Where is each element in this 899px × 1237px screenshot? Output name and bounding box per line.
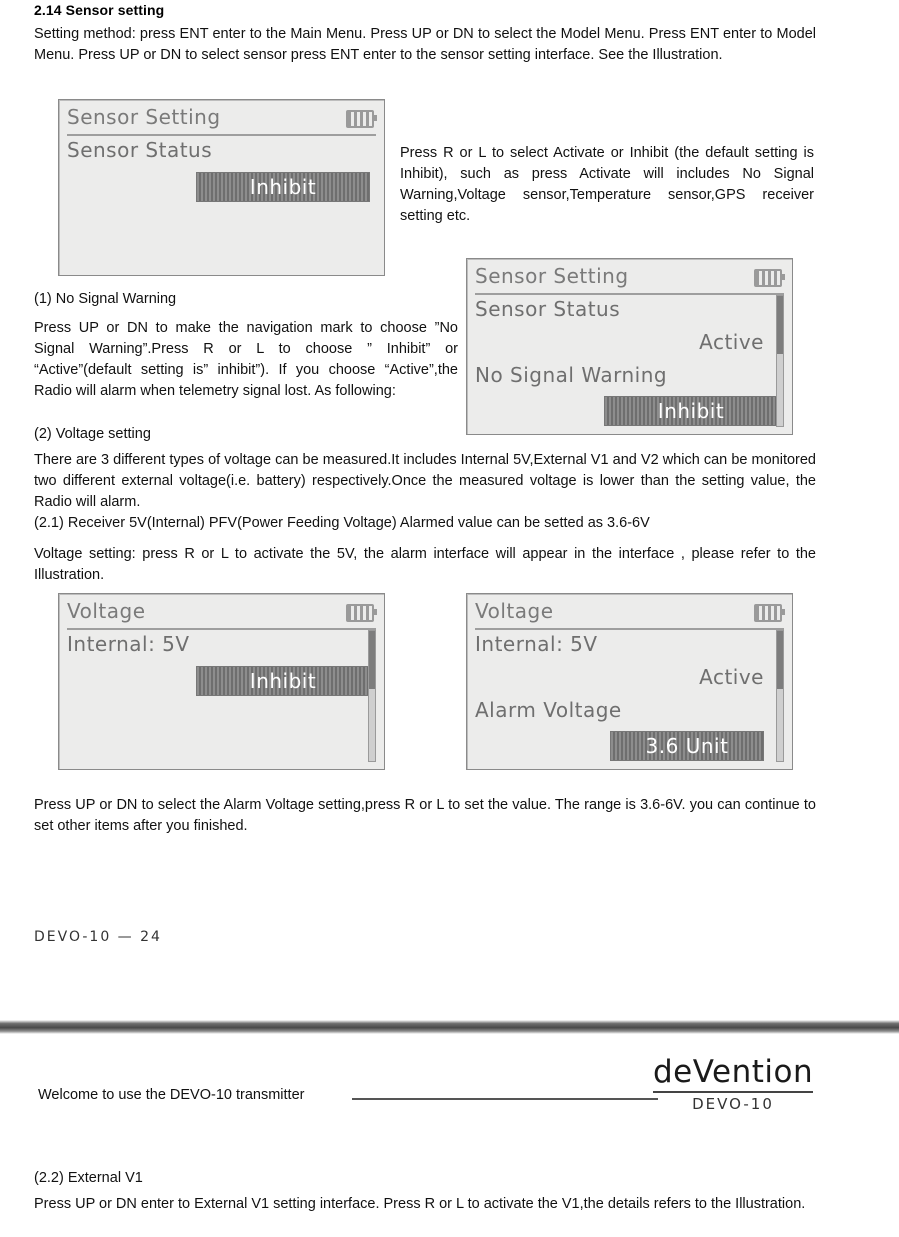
- lcd-row-internal-5v: Internal: 5V: [67, 632, 190, 656]
- battery-icon: [754, 269, 782, 287]
- lcd-row-no-signal-warning: No Signal Warning: [475, 363, 668, 387]
- battery-icon: [754, 604, 782, 622]
- lcd-scrollbar-thumb[interactable]: [777, 296, 783, 354]
- lcd-sensor-active: [466, 258, 793, 435]
- voltage-setting-paragraph: Voltage setting: press R or L to activate the 5V, the alarm interface will appear in the interface , please refer to the Illustration.: [34, 546, 816, 583]
- lcd-sensor-inhibit: [58, 99, 385, 276]
- external-v1-heading: (2.2) External V1: [34, 1170, 143, 1186]
- side-note-paragraph: Press R or L to select Activate or Inhibit (the default setting is Inhibit), such as press Activate will includes No Signal Warning,Voltage sensor,Temperature sensor,GPS receiver setting etc.: [400, 145, 814, 224]
- lcd-value-internal-5v: Active: [699, 665, 764, 689]
- divider: [475, 293, 784, 295]
- lcd-scrollbar[interactable]: [776, 295, 784, 427]
- voltage-paragraph: There are 3 different types of voltage can be measured.It includes Internal 5V,External V1 and V2 which can be monitored two different external voltage(i.e. battery) respectively.Once the measured voltage is lower than the setting value, the Radio will alarm.: [34, 452, 816, 510]
- alarm-note-paragraph: Press UP or DN to select the Alarm Voltage setting,press R or L to set the value. The range is 3.6-6V. you can continue to set other items after you finished.: [34, 797, 816, 834]
- battery-icon: [346, 604, 374, 622]
- lcd-value-sensor-status: Active: [699, 330, 764, 354]
- divider: [67, 628, 376, 630]
- lcd-title: Voltage: [475, 599, 554, 623]
- no-signal-heading: (1) No Signal Warning: [34, 291, 177, 307]
- lcd-scrollbar-thumb[interactable]: [369, 631, 375, 689]
- lcd-highlight-value: Inhibit: [604, 396, 778, 426]
- lcd-highlight-value: 3.6 Unit: [610, 731, 764, 761]
- lcd-voltage-active: [466, 593, 793, 770]
- lcd-title: Sensor Setting: [475, 264, 629, 288]
- divider: [67, 134, 376, 136]
- lcd-title: Voltage: [67, 599, 146, 623]
- lcd-scrollbar[interactable]: [368, 630, 376, 762]
- lcd-title: Sensor Setting: [67, 105, 221, 129]
- brand-rule: [653, 1091, 813, 1093]
- welcome-text: Welcome to use the DEVO-10 transmitter: [38, 1087, 305, 1103]
- external-v1-paragraph: Press UP or DN enter to External V1 setting interface. Press R or L to activate the V1,the details refers to the Illustration.: [34, 1196, 806, 1212]
- page-number: DEVO-10 — 24: [34, 929, 162, 945]
- page-separator: [0, 1020, 899, 1034]
- lcd-scrollbar[interactable]: [776, 630, 784, 762]
- lcd-voltage-inhibit: [58, 593, 385, 770]
- receiver-5v-paragraph: (2.1) Receiver 5V(Internal) PFV(Power Feeding Voltage) Alarmed value can be setted as 3.6-6V: [34, 515, 650, 531]
- lcd-highlight-value: Inhibit: [196, 172, 370, 202]
- brand-name: deVention: [653, 1054, 814, 1090]
- section-title: 2.14 Sensor setting: [34, 2, 165, 18]
- voltage-heading: (2) Voltage setting: [34, 426, 151, 442]
- lcd-scrollbar-thumb[interactable]: [777, 631, 783, 689]
- divider: [475, 628, 784, 630]
- welcome-rule: [352, 1098, 658, 1100]
- lcd-highlight-value: Inhibit: [196, 666, 370, 696]
- battery-icon: [346, 110, 374, 128]
- brand-model: DEVO-10: [692, 1095, 774, 1113]
- lcd-row-sensor-status: Sensor Status: [475, 297, 621, 321]
- lcd-row-internal-5v: Internal: 5V: [475, 632, 598, 656]
- lcd-row-alarm-voltage: Alarm Voltage: [475, 698, 622, 722]
- brand-logo: [653, 1055, 813, 1113]
- lcd-row-sensor-status: Sensor Status: [67, 138, 213, 162]
- intro-paragraph: Setting method: press ENT enter to the Main Menu. Press UP or DN to select the Model Menu. Press ENT enter to Model Menu. Press UP or DN to select sensor press ENT enter to the sensor setting interface. See the Illustration.: [34, 26, 816, 63]
- no-signal-paragraph: Press UP or DN to make the navigation mark to choose ”No Signal Warning”.Press R or L to choose ” Inhibit” or “Active”(default setting is” inhibit”). If you choose “Active”,the Radio will alarm when telemetry signal lost. As following:: [34, 320, 458, 399]
